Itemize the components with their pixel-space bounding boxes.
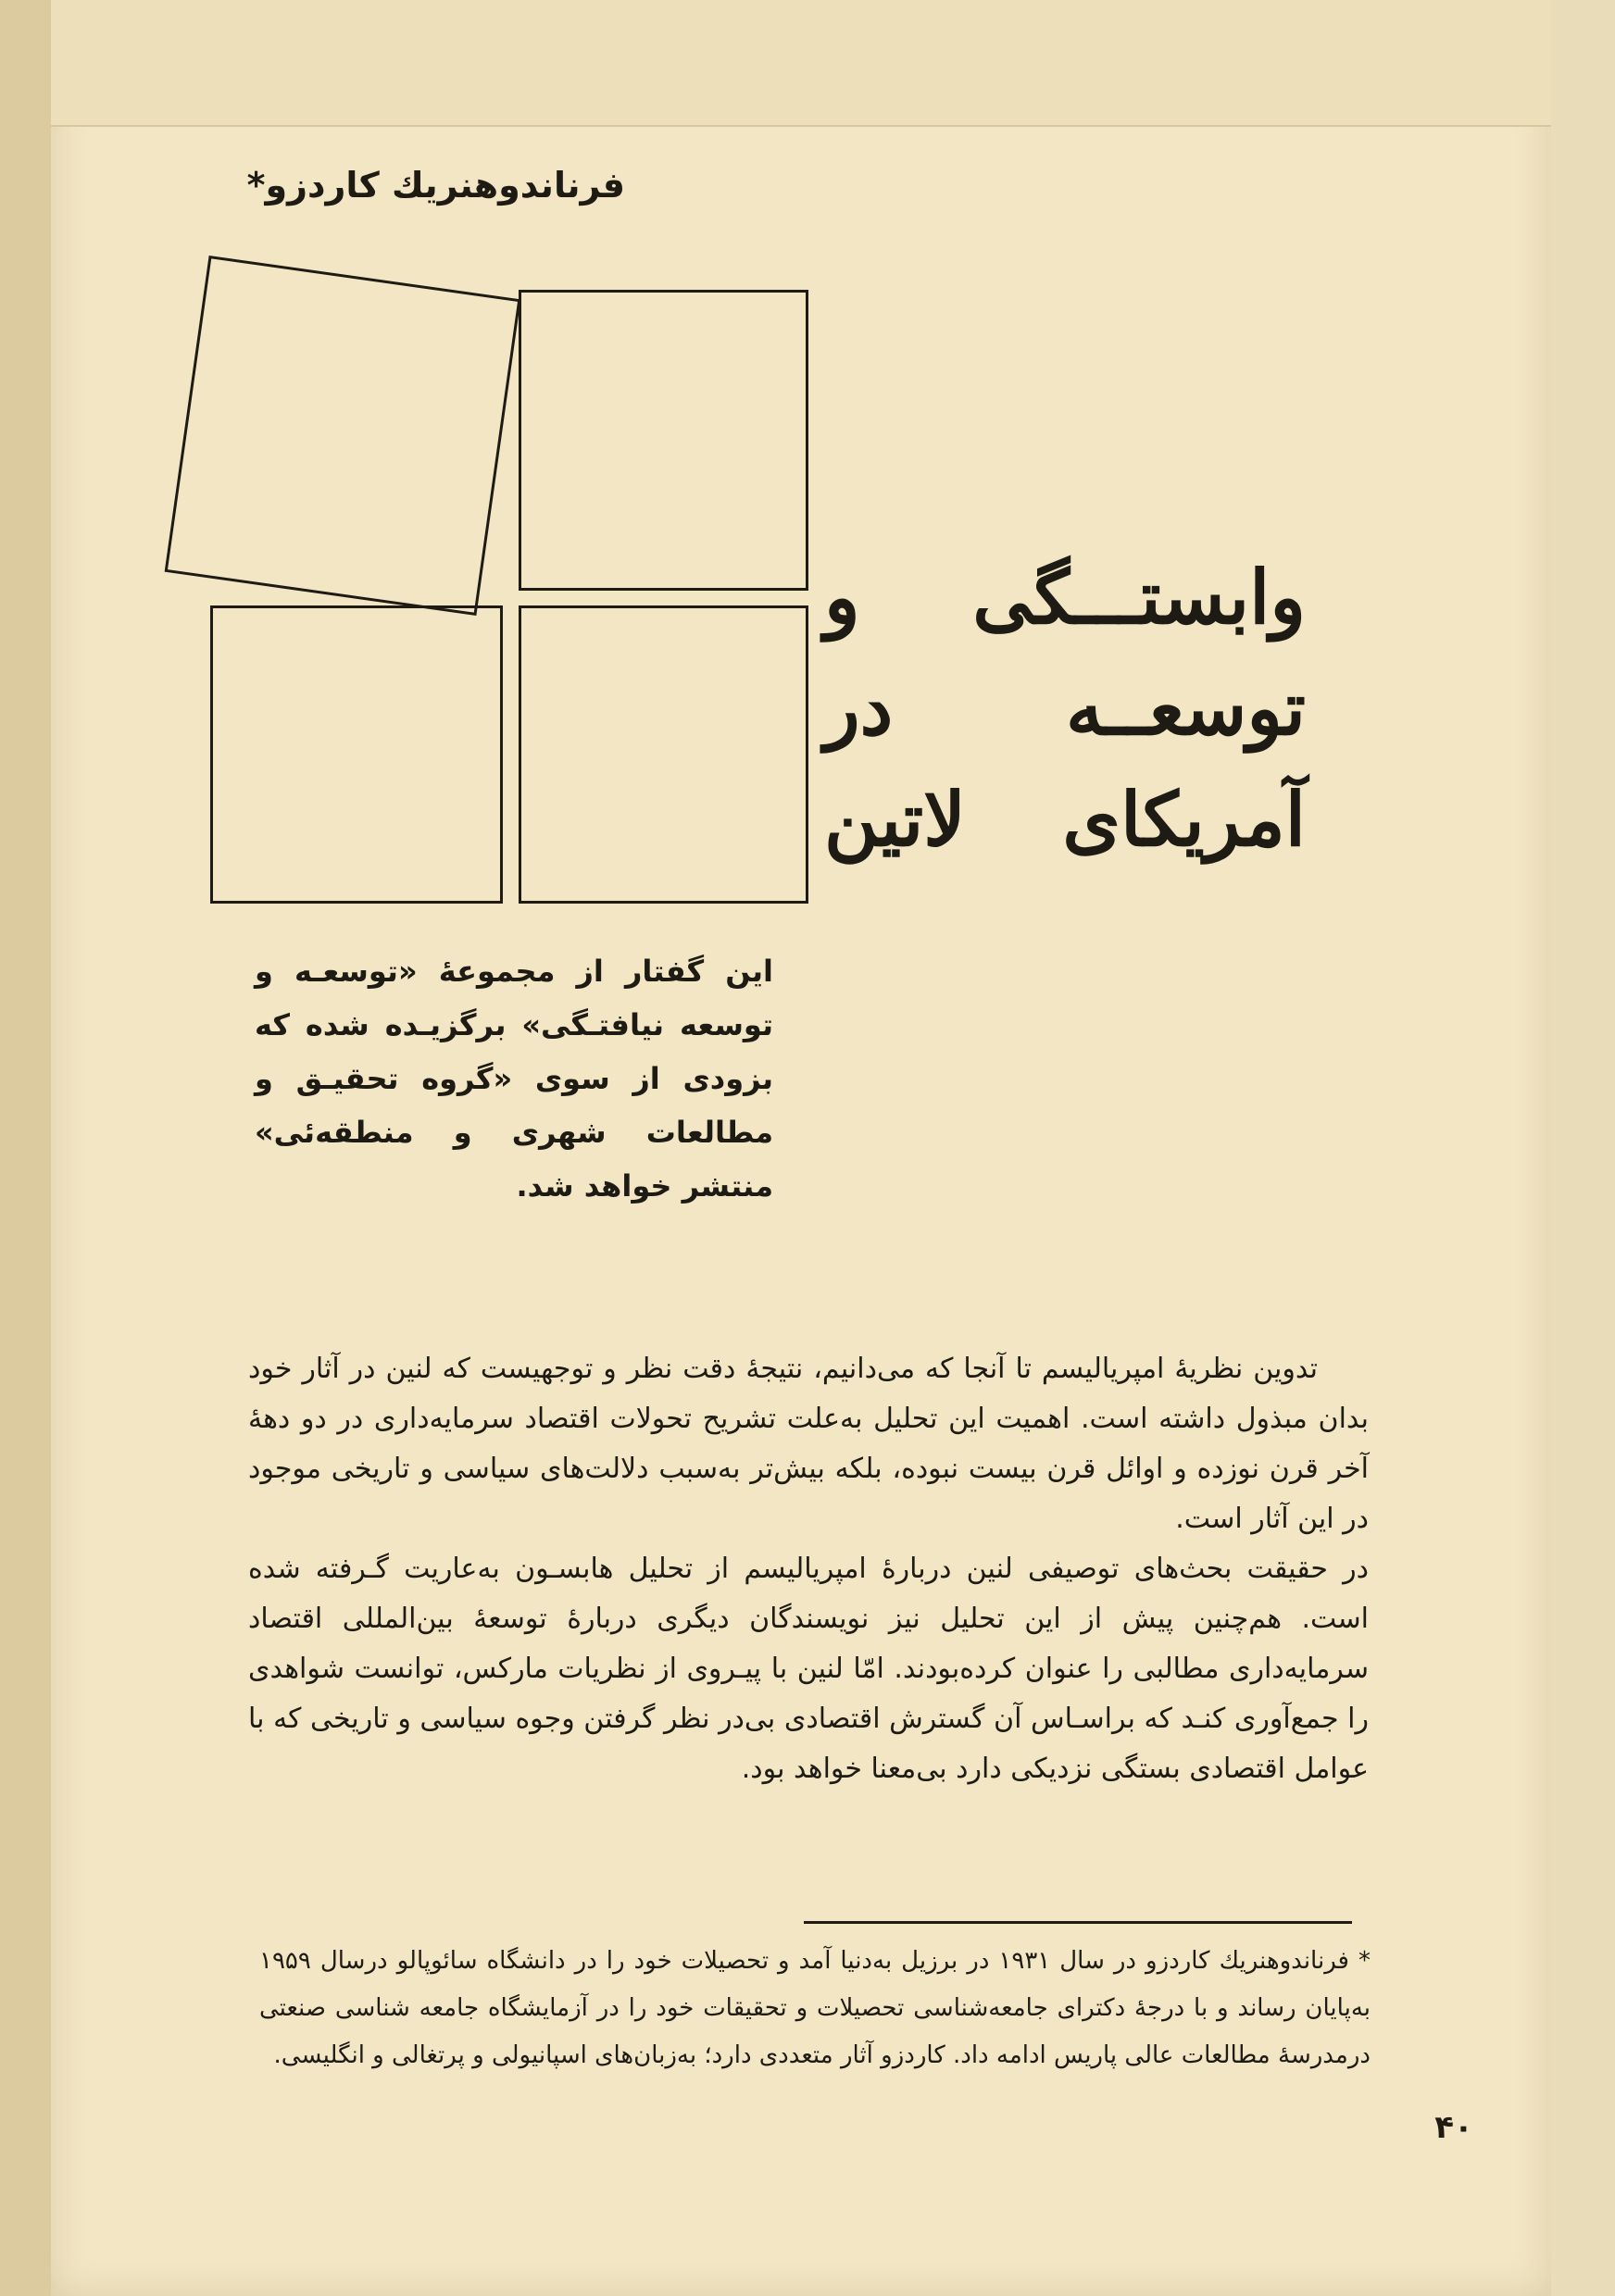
footnote-text: * فرناندوهنریك كاردزو در سال ۱۹۳۱ در برزیل به‌دنیا آمد و تحصیلات خود را در دانشگاه سائوپالو درسال ۱۹۵۹ به‌پایان رساند و با درجهٔ دکترای جامعه‌شناسی تحصیلات و تحقیقات خود را در آزمایشگاه جامعه شناسی صنعتی درمدرسهٔ مطالعات عالی پاریس ادامه داد. کاردزو آثار متعددی دارد؛ به‌زبان‌های اسپانیولی و پرتغالی و انگلیسی. [259,1947,1371,2069]
title-line-2: توسعــه در [824,665,1306,752]
square-bottom-right [519,605,808,904]
square-bottom-left [210,605,503,904]
intro-text: این گفتار از مجموعهٔ «توسعـه و توسعه نیافتـگی» برگزیـده شده که بزودی از سوی «گروه تحقیـق و مطالعات شهری و منطقه‌ئی» منتشر خواهد شد. [255,954,773,1204]
author-name: فرناندوهنریك كاردزو* [246,165,625,206]
intro-note [255,944,773,1213]
body-paragraph: تدوین نظریهٔ امپریالیسم تا آنجا که می‌دانیم، نتیجهٔ دقت نظر و توجهیست که لنین در آثار خود بدان مبذول داشته است. اهمیت این تحلیل به‌علت تشریح تحولات اقتصاد سرمایه‌داری در دو دههٔ آخر قرن نوزده و اوائل قرن بیست نبوده، بلکه بیش‌تر به‌سبب دلالت‌های سیاسی و تاریخی موجود در این آثار است. [248,1353,1369,1535]
binding-edge [0,0,51,2296]
title-line-3: آمریکای لاتین [824,776,1306,863]
square-top-right [519,290,808,591]
body-paragraph: در حقیقت بحث‌های توصیفی لنین دربارهٔ امپریالیسم از تحلیل هابسـون به‌عاریت گـرفته شده است. هم‌چنین پیش از این تحلیل نیز نویسندگان دیگری دربارهٔ توسعهٔ بین‌المللی اقتصاد سرمایه‌داری مطالبی را عنوان کرده‌بودند. امّا لنین با پیـروی از نظریات مارکس، توانست شواهدی را جمع‌آوری کنـد که براسـاس آن گسترش اقتصادی بی‌در نظر گرفتن وجوه سیاسی و تاریخی که با عوامل اقتصادی بستگی نزدیکی دارد بی‌معنا خواهد بود. [248,1553,1369,1785]
tilted-square [165,256,521,616]
article-body [248,1344,1369,1794]
page-fold-strip [51,0,1551,127]
footnote [259,1938,1371,2079]
article-title [824,542,1306,875]
page-number: ۴۰ [1434,2109,1473,2146]
title-line-1: وابستـــگی و [824,554,1306,641]
footnote-divider [804,1921,1352,1924]
